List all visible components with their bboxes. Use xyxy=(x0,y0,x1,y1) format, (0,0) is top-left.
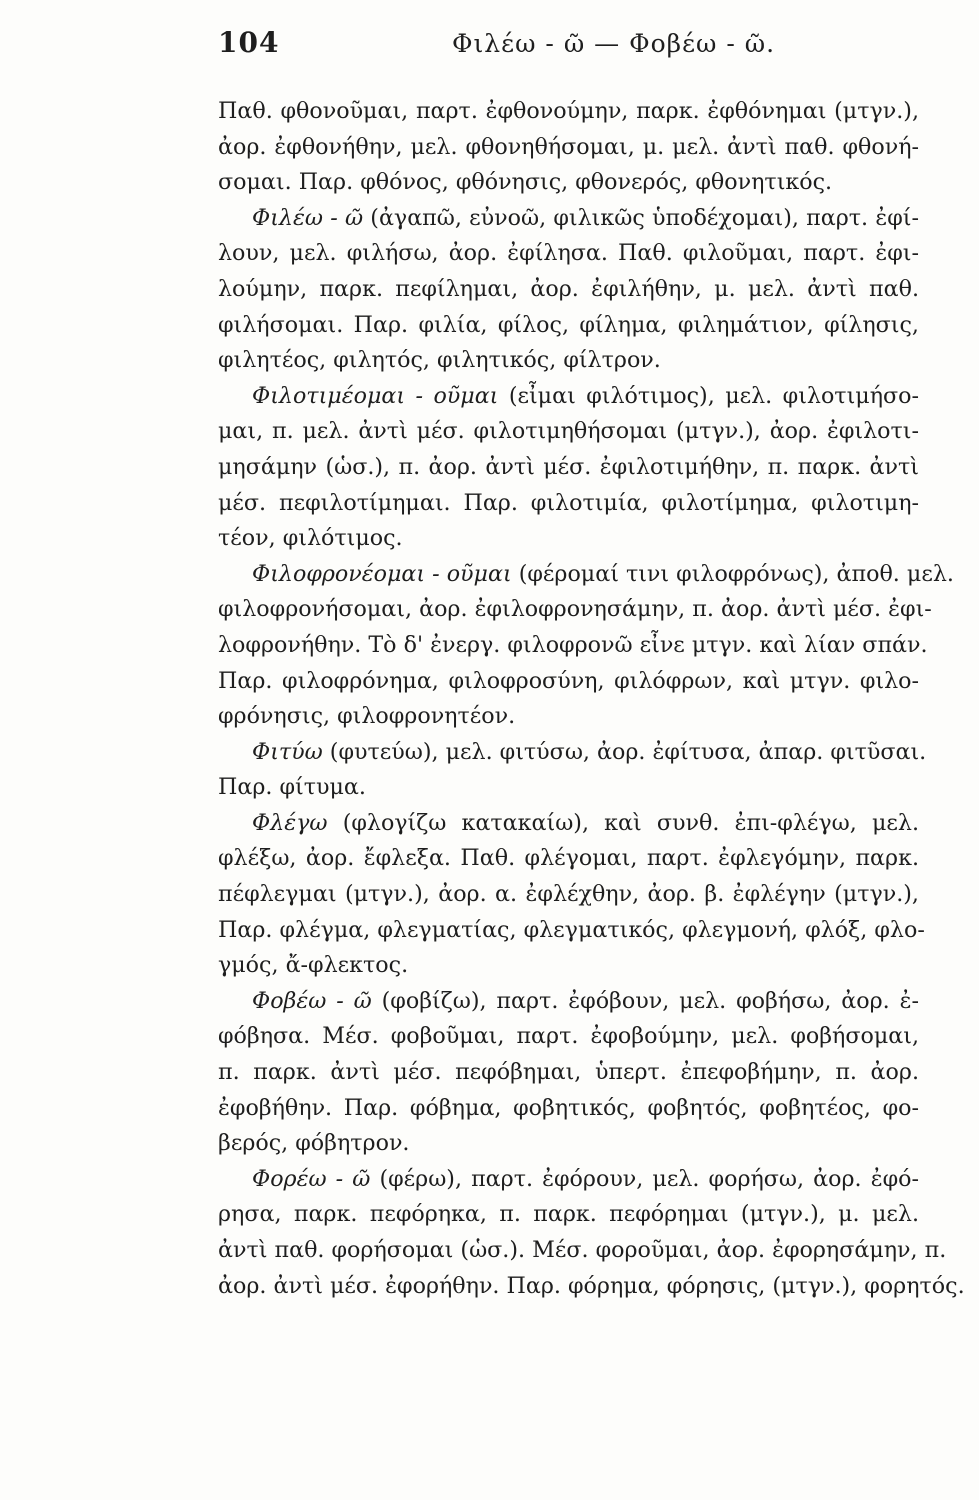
entry-line: ἀορ. ἐφθονήθην, μελ. φθονηθήσομαι, μ. μελ. ἀντὶ παθ. φθονή- xyxy=(218,133,919,160)
entry-line: σομαι. Παρ. φθόνος, φθόνησις, φθονερός, φθονητικός. xyxy=(218,169,833,196)
entry-line: πέφλεγμαι (μτγν.), ἀορ. α. ἐφλέχθην, ἀορ. β. ἐφλέγην (μτγν.), xyxy=(218,881,919,908)
entry-line: λουν, μελ. φιλήσω, ἀορ. ἐφίλησα. Παθ. φιλοῦμαι, παρτ. ἐφι- xyxy=(218,240,919,267)
entry-lemma: Φιλοφρονέομαι - οῦμαι xyxy=(252,560,512,587)
entry-line: φλέξω, ἀορ. ἔφλεξα. Παθ. φλέγομαι, παρτ. ἐφλεγόμην, παρκ. xyxy=(218,845,919,872)
entry-line: φόβησα. Μέσ. φοβοῦμαι, παρτ. ἐφοβούμην, μελ. φοβήσομαι, xyxy=(218,1023,919,1050)
entry-line: Παρ. φλέγμα, φλεγματίας, φλεγματικός, φλεγμονή, φλόξ, φλο- xyxy=(218,916,925,943)
entry-text: (φέρω), παρτ. ἐφόρουν, μελ. φορήσω, ἀορ. ἐφό- xyxy=(370,1165,919,1192)
running-head: Φιλέω - ῶ — Φοβέω - ῶ. xyxy=(452,29,776,58)
entry-line xyxy=(218,806,919,842)
entry-line xyxy=(218,557,954,593)
entry-line: γμός, ἄ-φλεκτος. xyxy=(218,952,409,979)
entry-line: τέον, φιλότιμος. xyxy=(218,525,403,552)
entry-line: λούμην, παρκ. πεφίλημαι, ἀορ. ἐφιλήθην, μ. μελ. ἀντὶ παθ. xyxy=(218,275,919,302)
entry-line: ρησα, παρκ. πεφόρηκα, π. παρκ. πεφόρημαι (μτγν.), μ. μελ. xyxy=(218,1201,919,1228)
entry-text: (ἀγαπῶ, εὐνοῶ, φιλικῶς ὑποδέχομαι), παρτ. ἐφί- xyxy=(363,204,919,231)
dictionary-entry xyxy=(218,1162,965,1304)
entry-text: (φλογίζω κατακαίω), καὶ συνθ. ἐπι-φλέγω, μελ. xyxy=(327,809,919,836)
entry-line xyxy=(218,201,919,237)
entry-lemma: Φιλοτιμέομαι - οῦμαι xyxy=(252,382,499,409)
dictionary-entry xyxy=(218,735,927,806)
page-number: 104 xyxy=(218,26,280,59)
entry-text: (φυτεύω), μελ. φιτύσω, ἀορ. ἐφίτυσα, ἀπαρ. φιτῦσαι. xyxy=(322,738,927,765)
entry-line: Παρ. φιλοφρόνημα, φιλοφροσύνη, φιλόφρων, καὶ μτγν. φιλο- xyxy=(218,667,919,694)
entry-text: (φοβίζω), παρτ. ἐφόβουν, μελ. φοβήσω, ἀορ. ἐ- xyxy=(371,987,919,1014)
dictionary-entry xyxy=(218,94,919,201)
entry-lemma: Φορέω - ῶ xyxy=(252,1165,371,1192)
entry-lemma: Φοβέω - ῶ xyxy=(252,987,372,1014)
entry-line xyxy=(218,735,927,771)
entry-line: λοφρονήθην. Τὸ δ' ἐνεργ. φιλοφρονῶ εἶνε μτγν. καὶ λίαν σπάν. xyxy=(218,631,928,658)
dictionary-entry xyxy=(218,201,919,379)
entry-line xyxy=(218,984,919,1020)
entry-line: ἀντὶ παθ. φορήσομαι (ὡσ.). Μέσ. φοροῦμαι, ἀορ. ἐφορησάμην, π. xyxy=(218,1237,947,1263)
entry-line: φιλήσομαι. Παρ. φιλία, φίλος, φίλημα, φιλημάτιον, φίλησις, xyxy=(218,311,919,338)
entry-lemma: Φιλέω - ῶ xyxy=(252,204,364,231)
entry-line: ἀορ. ἀντὶ μέσ. ἐφορήθην. Παρ. φόρημα, φόρησις, (μτγν.), φορητός. xyxy=(218,1272,965,1299)
entry-line xyxy=(218,1162,919,1198)
entry-line: Παρ. φίτυμα. xyxy=(218,774,366,801)
entry-line xyxy=(218,379,919,415)
dictionary-entry xyxy=(218,806,925,984)
entry-line: φιλοφρονήσομαι, ἀορ. ἐφιλοφρονησάμην, π. ἀορ. ἀντὶ μέσ. ἐφι- xyxy=(218,596,932,623)
dictionary-entry xyxy=(218,379,919,557)
entry-lemma: Φλέγω xyxy=(252,809,328,836)
entry-line: ἐφοβήθην. Παρ. φόβημα, φοβητικός, φοβητός, φοβητέος, φο- xyxy=(218,1094,919,1121)
dictionary-entry xyxy=(218,557,954,735)
entry-line: βερός, φόβητρον. xyxy=(218,1130,410,1157)
entry-text: (εἶμαι φιλότιμος), μελ. φιλοτιμήσο- xyxy=(498,382,919,409)
entry-line: φιλητέος, φιλητός, φιλητικός, φίλτρον. xyxy=(218,347,661,374)
entry-text: (φέρομαί τινι φιλοφρόνως), ἀποθ. μελ. xyxy=(511,560,954,587)
entry-lemma: Φιτύω xyxy=(252,738,323,765)
entry-line: μέσ. πεφιλοτίμημαι. Παρ. φιλοτιμία, φιλοτίμημα, φιλοτιμη- xyxy=(218,489,919,516)
entry-line: μησάμην (ὡσ.), π. ἀορ. ἀντὶ μέσ. ἐφιλοτιμήθην, π. παρκ. ἀντὶ xyxy=(218,453,919,480)
dictionary-entry xyxy=(218,984,919,1162)
entry-line: π. παρκ. ἀντὶ μέσ. πεφόβημαι, ὑπερτ. ἐπεφοβήμην, π. ἀορ. xyxy=(218,1059,919,1086)
entry-line: μαι, π. μελ. ἀντὶ μέσ. φιλοτιμηθήσομαι (μτγν.), ἀορ. ἐφιλοτι- xyxy=(218,418,919,445)
dictionary-body xyxy=(218,94,965,1304)
entry-line: φρόνησις, φιλοφρονητέον. xyxy=(218,703,516,730)
entry-line: Παθ. φθονοῦμαι, παρτ. ἐφθονούμην, παρκ. ἐφθόνημαι (μτγν.), xyxy=(218,98,919,124)
page-header xyxy=(218,26,919,68)
